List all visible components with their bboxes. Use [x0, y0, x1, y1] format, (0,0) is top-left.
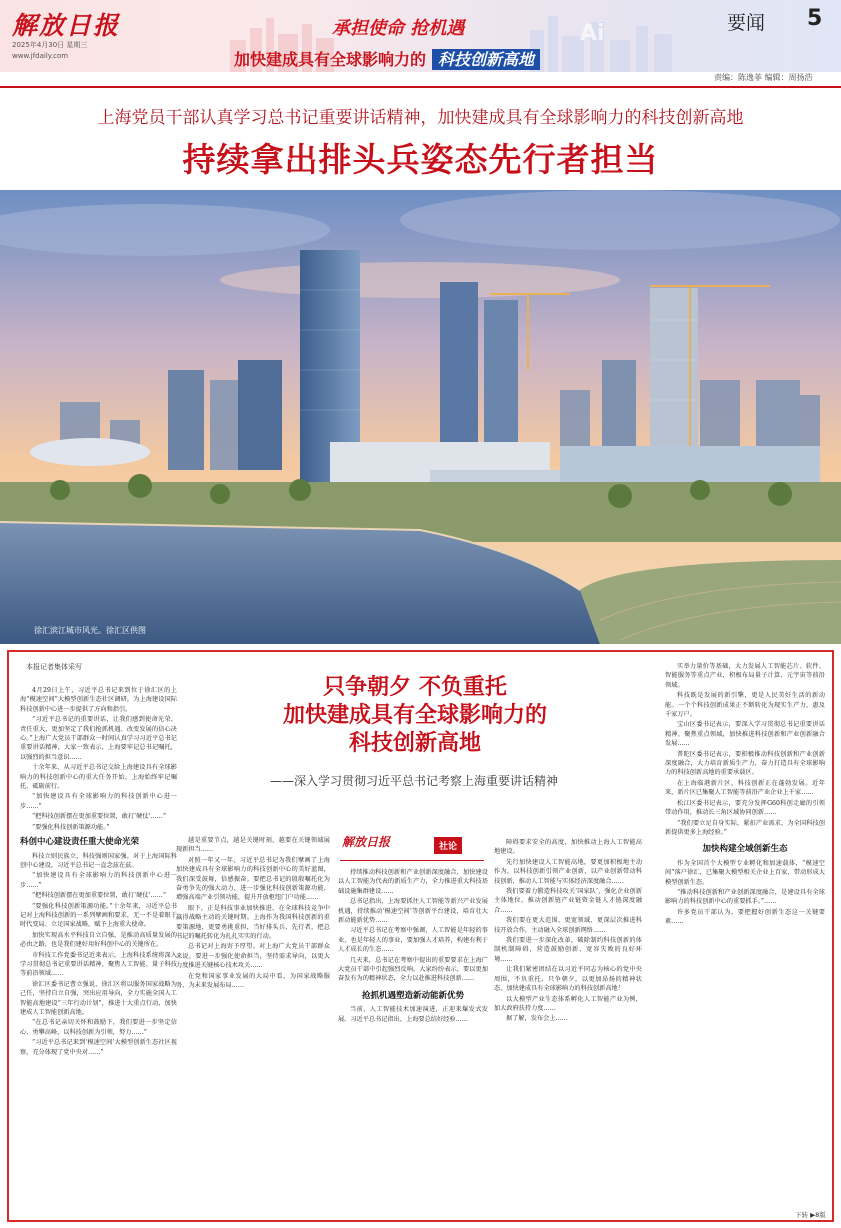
editorial-tag: 社论: [434, 837, 462, 854]
city-skyline-photo: [0, 190, 841, 644]
commentary-title-line-1: 只争朝夕 不负重托: [323, 675, 507, 700]
paragraph: 加快实现高水平科技自立自强，是推动高质量发展的必由之路，也是我们建好用好科创中心的关键所在。: [20, 931, 177, 949]
website: www.jfdaily.com: [12, 52, 69, 60]
paragraph: 越是重要节点，越是关键时刻，越要在关键领域展现新担当……: [176, 837, 330, 854]
article-column-d: [494, 838, 642, 1208]
paragraph: 以大模型产业生态体系孵化人工智能产业为例，加大政府扶持力度……: [494, 995, 642, 1012]
paragraph: 徐汇区委书记曹立强说，徐汇区将以服务国家战略为己任，坚持自立自强，突出应用导向，全力实施全国人工智能高地建设“三年行动计划”，推进十大重点行动，加快建成人工智能创新高地。: [20, 980, 177, 1016]
paragraph: 在上海临港新片区，科技创新正在蓬勃发展。近年来，新片区已集聚人工智能等前沿产业企业上千家……: [665, 779, 825, 797]
paragraph: “推动科技创新和产业创新深度融合，是建设具有全球影响力的科技创新中心的重要抓手。”……: [665, 888, 825, 906]
paragraph: “把科技创新摆在更加重要位置，敢打‘硬仗’……”: [32, 813, 167, 821]
paragraph: 宝山区委书记表示，要深入学习贯彻总书记重要讲话精神，聚焦重点领域，加快推进科技创新和产业创新融合发展……: [665, 721, 825, 748]
paragraph: 习近平总书记在考察中强调，人工智能是年轻的事业，也是年轻人的事业，要加强人才培养，构建有利于人才成长的生态……: [338, 927, 488, 954]
subhead-2: 抢抓机遇塑造新动能新优势: [361, 990, 464, 1001]
newspaper-logo: 解放日报: [12, 11, 121, 40]
svg-text:Ai: Ai: [580, 21, 605, 46]
paragraph: “把科技创新摆在更加重要位置，敢打‘硬仗’……”: [32, 892, 167, 900]
paragraph: “在总书记亲切关怀和鼓励下，我们要进一步坚定信心、勇攀高峰，以科技创新为引领，努力……”: [20, 1019, 177, 1036]
section-name: 要闻: [727, 12, 766, 34]
continued-on-page: 下转 ▶8版: [795, 1211, 826, 1219]
paragraph: 我们要在更大范围、更宽领域、更深层次推进科技开放合作，主动融入全球创新网络……: [494, 917, 642, 934]
paragraph: “要强化科技创新策源功能。”: [32, 823, 110, 831]
commentary-title-line-2: 加快建成具有全球影响力的: [282, 703, 547, 728]
article-column-a: [20, 686, 177, 1206]
paragraph: 总书记指出，上海要抓住人工智能等新兴产业发展机遇，持续推动‘模速空间’等创新平台建设，培育壮大新动能新优势……: [338, 898, 488, 925]
paragraph: “加快建设具有全球影响力的科技创新中心进一步……”: [20, 793, 177, 810]
paragraph: 科技既是发展的新引擎，更是人民美好生活的新动能。一个个科技创新成果正不断转化为现实生产力，惠及千家万户。: [665, 692, 825, 719]
paragraph: 我们要进一步深化改革，破除制约科技创新的体制机制障碍，营造鼓励创新、宽容失败的良好环境……: [494, 937, 642, 963]
paragraph: “要强化科技创新策源功能。”十余年来，习近平总书记对上海科技创新的一系列擘画和要求，无一不是着眼于时代变局、立足国家战略，赋予上海重大使命。: [20, 902, 177, 929]
paragraph: 先行加快建设人工智能高地，要更加积极地主动作为，以科技创新引领产业创新，以产业创新带动科技创新，推动人工智能与实体经济深度融合……: [494, 858, 642, 885]
paragraph: 科技立则民族立，科技强则国家强。对于上海国际科创中心建设，习近平总书记一直念兹在兹。: [20, 852, 177, 869]
paragraph: 当前，人工智能技术加速演进，正迎来爆发式发展。习近平总书记指出，上海要总结好经验……: [338, 1006, 488, 1023]
paragraph: 持续推动科技创新和产业创新深度融合，加快建设以人工智能为代表的新质生产力，全力推进重大科技基础设施集群建设……: [338, 869, 488, 895]
paragraph: 4月29日上午，习近平总书记来到位于徐汇区的上海“模速空间”大模型创新生态社区调研，为上海建设国际科技创新中心进一步提供了方向和指引。: [20, 687, 177, 713]
editor-credits: 责编：陈逸菲 编辑：周扬浩: [714, 73, 813, 82]
commentary-title-line-3: 科技创新高地: [348, 731, 481, 756]
banner-slogan: 承担使命 抢机遇: [332, 18, 465, 39]
editorial-logo: 解放日报: [342, 835, 391, 849]
article-column-c: [338, 868, 488, 1208]
publication-date: 2025年4月30日 星期三: [12, 41, 88, 49]
paragraph: “我们要立足自身实际，紧扣产业需求，为全国科技创新提供更多上海经验。”: [665, 819, 825, 836]
masthead: [0, 0, 841, 92]
paragraph: 作为全国首个大模型专业孵化和加速载体，“模速空间”落户徐汇，已集聚大模型相关企业上百家，带动形成大模型创新生态。: [665, 859, 825, 886]
paragraph: 在党和国家事业发展的大局中看，为国家战略服务、为未来发展布局……: [176, 972, 330, 990]
masthead-divider: [0, 86, 841, 88]
paragraph: 总书记对上海寄予厚望。对上海广大党员干部群众来说，要进一步强化使命担当，坚持需求导向，以更大力度推进关键核心技术攻关……: [176, 943, 330, 970]
banner-theme-left: 加快建成具有全球影响力的: [234, 50, 427, 69]
paragraph: 十余年来，从习近平总书记交给上海建设具有全球影响力的科技创新中心的重大任务开始，上海始终牢记嘱托、砥砺前行。: [20, 764, 177, 791]
paragraph: 眼下，正是科技事业加快推进、在全球科技竞争中赢得战略主动的关键时期。上海作为我国科技创新的重要策源地，更要勇挑重担，当好排头兵、先行者，把总书记的嘱托转化为扎扎实实的行动。: [176, 904, 330, 941]
subhead-1: 科创中心建设责任重大使命光荣: [20, 837, 140, 848]
paragraph: 几天来，总书记在考察中提出的重要要求在上海广大党员干部中引起强烈反响。大家纷纷表示，要以更加奋发有为的精神状态，全力以赴推进科技创新……: [338, 956, 488, 983]
headline-kicker: 上海党员干部认真学习总书记重要讲话精神，加快建成具有全球影响力的科技创新高地: [97, 108, 744, 128]
paragraph: “习近平总书记来到‘模速空间’大模型创新生态社区视察，充分体现了党中央对……”: [20, 1039, 177, 1056]
paragraph: 据了解，发布会上……: [506, 1015, 568, 1023]
main-headline: 持续拿出排头兵姿态先行者担当: [182, 140, 659, 179]
paragraph: 障碍要求安全的高度，加快推动上海人工智能高地建设。: [494, 839, 642, 856]
paragraph: 市科技工作党委书记近来表示，上海科技系统将深入学习贯彻总书记重要讲话精神，聚焦人工智能、量子科技等前沿领域……: [20, 951, 177, 978]
paragraph: 对照一年又一年，习近平总书记为我们擘画了上海加快建成具有全球影响力的科技创新中心的美好蓝图，我们深受鼓舞，倍感振奋。要把总书记的殷殷嘱托化为奋勇争先的强大动力，进一步强化科技创新策源功能，增强高端产业引领功能，提升开放枢纽门户功能……: [176, 856, 330, 902]
reporter-byline: 本报记者集体采写: [26, 663, 82, 671]
editorial-divider: [340, 860, 484, 861]
article-column-e: [665, 662, 825, 1208]
paragraph: “加快建设具有全球影响力的科技创新中心进一步……”: [20, 872, 177, 889]
photo-caption: 徐汇滨江城市风光。徐汇区供图: [34, 626, 146, 635]
banner-theme: [234, 47, 540, 70]
paragraph: “习近平总书记的重要讲话，让我们感到使命光荣、责任重大，更加坚定了我们抢抓机遇、改变发展的信心决心。”上海广大党员干部群众一时间认真学习习近平总书记重要讲话精神，大家一致表示，上海要牢记总书记嘱托，以强烈的担当意识……: [20, 716, 177, 761]
banner-theme-highlight: 科技创新高地: [432, 49, 540, 70]
paragraph: 普陀区委书记表示，要积极推动科技创新和产业创新深度融合，大力培育新质生产力，奋力打造具有全球影响力的科技创新高地的重要承载区。: [665, 750, 825, 777]
commentary-subtitle: ——深入学习贯彻习近平总书记考察上海重要讲话精神: [270, 774, 559, 788]
paragraph: 许多党员干部认为，要把握好创新生态这一关键要素……: [665, 908, 825, 926]
paragraph: 实举力量价等基础，大力发展人工智能芯片、软件、智能服务等重点产业，积极布局量子计算、元宇宙等前沿领域。: [665, 663, 825, 689]
paragraph: 松江区委书记表示，要充分发挥G60科创走廊的引领带动作用，推动长三角区域协同创新……: [665, 799, 825, 817]
city-photo: [0, 190, 841, 644]
paragraph: 我们要着力锻造科技攻关‘国家队’，强化企业创新主体地位，推动创新链产业链资金链人才链深度融合……: [494, 888, 642, 914]
page-number: 5: [807, 6, 823, 31]
subhead-3: 加快构建全域创新生态: [702, 844, 788, 855]
paragraph: 让我们紧密团结在以习近平同志为核心的党中央周围，不负重托、只争朝夕，以更加昂扬的精神状态，加快建成具有全球影响力的科技创新高地！: [494, 966, 642, 993]
article-column-b: [176, 836, 330, 1206]
